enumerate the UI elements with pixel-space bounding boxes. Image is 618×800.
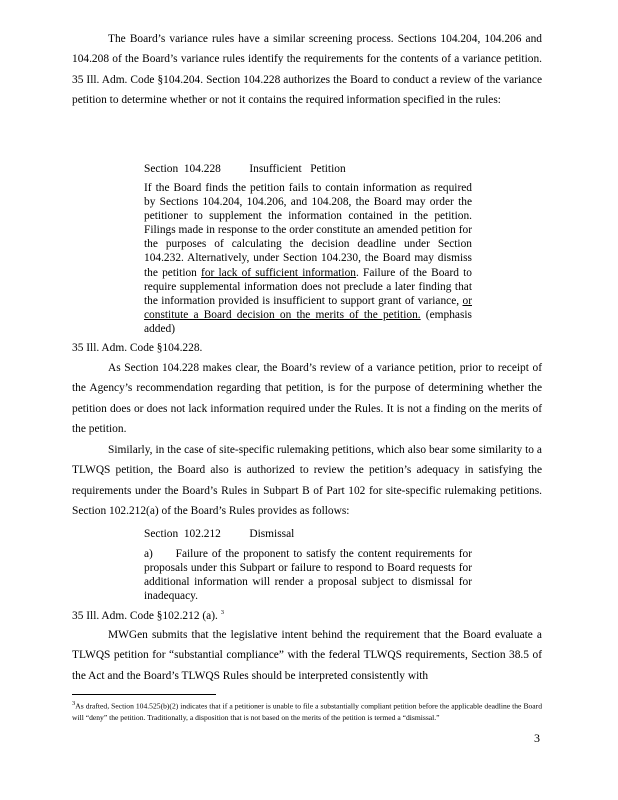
quote-heading-section-102-212: Section 102.212 Dismissal: [144, 528, 295, 540]
footnote-reference: 3: [220, 609, 224, 616]
quote-text: If the Board finds the petition fails to contain information as required by Sections 104.204, 104.206, and 104.208, the Board may order the petitioner to supplement the information contained in the petition. Filings made in response to the order constitute an amended petition for the purposes of calculating the decision deadline under Section 104.232. Alternatively, under Section 104.230, the Board may dismiss the petition: [144, 182, 472, 279]
body-paragraph-legislative-intent: MWGen submits that the legislative intent behind the requirement that the Board evaluate a TLWQS petition for “substantial compliance” with the federal TLWQS requirements, Section 38.5 of the Act and the Board’s TLWQS Rules should be interpreted consistently with: [72, 629, 542, 682]
footnote-text: As drafted, Section 104.525(b)(2) indicates that if a petitioner is unable to file a substantially compliant petition before the applicable deadline the Board will “deny” the petition. Traditionally, a disposition that is not based on the merits of the petition is termed a “dismissal.”: [72, 701, 542, 722]
body-paragraph-variance-rules: The Board’s variance rules have a similar screening process. Sections 104.204, 104.206 and 104.208 of the Board’s variance rules identify the requirements for the contents of a variance petition. 35 Ill. Adm. Code §104.204. Section 104.228 authorizes the Board to conduct a review of the variance petition to determine whether or not it contains the required information specified in the rules:: [72, 33, 542, 106]
page-number: 3: [534, 731, 540, 745]
citation-102-212: [72, 605, 542, 624]
body-paragraph-site-specific-rulemaking: Similarly, in the case of site-specific rulemaking petitions, which also bear some similarity to a TLWQS petition, the Board also is authorized to review the petition’s adequacy in satisfying the requirements under the Board’s Rules in Subpart B of Part 102 for site-specific rulemaking petitions. Section 102.212(a) of the Board’s Rules provides as follows:: [72, 444, 542, 517]
body-paragraph-section-104-228-review: As Section 104.228 makes clear, the Board’s review of a variance petition, prior to receipt of the Agency’s recommendation regarding that petition, is for the purpose of determining whether the petition does or does not lack information required under the Rules. It is not a finding on the merits of the petition.: [72, 362, 542, 435]
quote-heading-section-104-228: Section 104.228 Insufficient Petition: [144, 163, 346, 175]
block-quote-section-104-228: [144, 181, 472, 336]
quote-text: (emphasis added): [144, 308, 472, 335]
quote-underlined-text: or constitute a Board decision on the merits of the petition.: [144, 294, 472, 321]
quote-underlined-text: for lack of sufficient information: [201, 266, 356, 279]
footnote-marker: 3: [72, 700, 76, 707]
citation-text: 35 Ill. Adm. Code §102.212 (a).: [72, 609, 218, 622]
block-quote-section-102-212: a) Failure of the proponent to satisfy the content requirements for proposals under this Subpart or failure to respond to Board requests for additional information will render a proposal subject to dismissal for inadequacy.: [144, 548, 472, 603]
citation-104-228: 35 Ill. Adm. Code §104.228.: [72, 342, 203, 354]
footnote-3: [72, 698, 542, 723]
quote-text: . Failure of the Board to require supplemental information does not preclude a later finding that the information provided is insufficient to support grant of variance,: [144, 266, 472, 307]
footnote-divider: [72, 694, 216, 695]
